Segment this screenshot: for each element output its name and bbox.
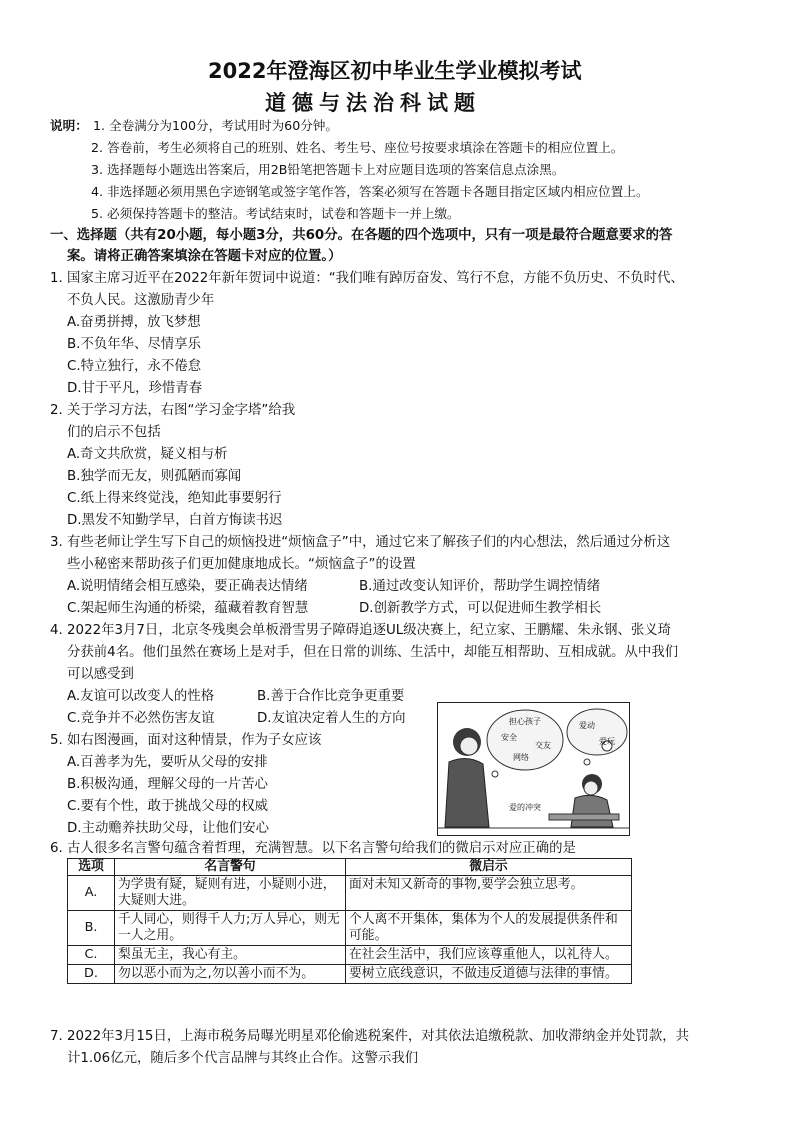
- table-cell-insight: 在社会生活中，我们应该尊重他人，以礼待人。: [346, 946, 632, 965]
- option: A.百善孝为先，要听从父母的安排: [67, 755, 268, 770]
- table-header: 微启示: [346, 859, 632, 876]
- exam-title: 2022年澄海区初中毕业生学业模拟考试: [208, 59, 582, 83]
- table-cell-insight: 面对未知又新奇的事物,要学会独立思考。: [346, 876, 632, 911]
- option: C.架起师生沟通的桥梁，蕴藏着教育智慧: [67, 601, 309, 616]
- instruction-item: 4. 非选择题必须用黑色字迹钢笔或签字笔作答，答案必须写在答题卡各题目指定区域内相应位置上。: [91, 184, 649, 199]
- option: C.特立独行，永不倦怠: [67, 359, 202, 374]
- table-row: [68, 911, 632, 946]
- option: A.说明情绪会相互感染，要正确表达情绪: [67, 579, 308, 594]
- instruction-item: 2. 答卷前，考生必须将自己的班别、姓名、考生号、座位号按要求填涂在答题卡的相应位置上。: [91, 140, 624, 155]
- question-4-cont: 分获前4名。他们虽然在赛场上是对手，但在日常的训练、生活中，却能互相帮助、互相成就。从中我们: [67, 645, 679, 660]
- bubble-text: 网络: [513, 753, 529, 762]
- table-cell-option: B.: [68, 911, 115, 946]
- option: A.奋勇拼搏，放飞梦想: [67, 315, 201, 330]
- question-3: 3. 有些老师让学生写下自己的烦恼投进“烦恼盒子”中，通过它来了解孩子们的内心想法，然后通过分析这: [50, 535, 671, 550]
- option: A.奇文共欣赏，疑义相与析: [67, 447, 228, 462]
- question-1: 1. 国家主席习近平在2022年新年贺词中说道：“我们唯有踔厉奋发、笃行不怠，方能不负历史、不负时代、: [50, 271, 684, 286]
- question-7: 7. 2022年3月15日，上海市税务局曝光明星邓伦偷逃税案件，对其依法追缴税款、加收滞纳金并处罚款，共: [50, 1029, 690, 1044]
- instruction-item: 5. 必须保持答题卡的整洁。考试结束时，试卷和答题卡一并上缴。: [91, 206, 460, 221]
- cartoon-caption: 爱的冲突: [509, 803, 541, 812]
- instruction-item: 3. 选择题每小题选出答案后，用2B铅笔把答题卡上对应题目选项的答案信息点涂黑。: [91, 162, 565, 177]
- section-heading-cont: 案。请将正确答案填涂在答题卡对应的位置。）: [67, 249, 342, 264]
- option: D.创新教学方式，可以促进师生教学相长: [359, 601, 602, 616]
- table-cell-maxim: 勿以恶小而为之,勿以善小而不为。: [115, 965, 346, 984]
- question-2: 2. 关于学习方法，右图“学习金字塔”给我: [50, 403, 296, 418]
- table-cell-maxim: 千人同心，则得千人力;万人异心，则无一人之用。: [115, 911, 346, 946]
- question-5: 5. 如右图漫画，面对这种情景，作为子女应该: [50, 733, 322, 748]
- question-7-cont: 计1.06亿元，随后多个代言品牌与其终止合作。这警示我们: [67, 1051, 419, 1066]
- option: B.不负年华、尽情享乐: [67, 337, 201, 352]
- table-header: 名言警句: [115, 859, 346, 876]
- table-cell-maxim: 为学贵有疑，疑则有进，小疑则小进，大疑则大进。: [115, 876, 346, 911]
- bubble-text: 担心孩子: [509, 717, 541, 726]
- option: B.积极沟通，理解父母的一片苦心: [67, 777, 268, 792]
- option: D.友谊决定着人生的方向: [257, 711, 406, 726]
- instruction-item: 1. 全卷满分为100分，考试用时为60分钟。: [93, 118, 338, 133]
- table-row: [68, 876, 632, 911]
- maxims-table: [67, 858, 632, 984]
- bubble-text: 交友: [535, 741, 551, 750]
- table-row: [68, 965, 632, 984]
- option: B.善于合作比竞争更重要: [257, 689, 405, 704]
- option: A.友谊可以改变人的性格: [67, 689, 215, 704]
- question-4: 4. 2022年3月7日，北京冬残奥会单板滑雪男子障碍追逐UL级决赛上，纪立家、王鹏耀、朱永钢、张义琦: [50, 623, 672, 638]
- table-cell-option: A.: [68, 876, 115, 911]
- bubble-text: 爱动: [579, 721, 595, 730]
- option: B.通过改变认知评价，帮助学生调控情绪: [359, 579, 601, 594]
- option: B.独学而无友，则孤陋而寡闻: [67, 469, 242, 484]
- table-row: [68, 946, 632, 965]
- option: C.竞争并不必然伤害友谊: [67, 711, 215, 726]
- cartoon-illustration: [437, 702, 630, 836]
- question-1-cont: 不负人民。这激励青少年: [67, 293, 215, 308]
- option: D.主动赡养扶助父母，让他们安心: [67, 821, 270, 836]
- option: D.甘于平凡，珍惜青春: [67, 381, 203, 396]
- question-6: 6. 古人很多名言警句蕴含着哲理，充满智慧。以下名言警句给我们的微启示对应正确的是: [50, 841, 576, 856]
- table-cell-option: C.: [68, 946, 115, 965]
- question-4-cont: 可以感受到: [67, 667, 134, 682]
- table-cell-option: D.: [68, 965, 115, 984]
- option: D.黑发不知勤学早，白首方悔读书迟: [67, 513, 283, 528]
- instructions-label: 说明：: [50, 118, 88, 133]
- table-cell-maxim: 梨虽无主，我心有主。: [115, 946, 346, 965]
- table-cell-insight: 要树立底线意识，不做违反道德与法律的事情。: [346, 965, 632, 984]
- bubble-text: 安全: [501, 733, 517, 742]
- exam-subtitle: 道德与法治科试题: [265, 91, 481, 115]
- bubble-text: 爱玩: [599, 737, 615, 746]
- option: C.要有个性，敢于挑战父母的权威: [67, 799, 269, 814]
- table-cell-insight: 个人离不开集体，集体为个人的发展提供条件和可能。: [346, 911, 632, 946]
- question-2-cont: 们的启示不包括: [67, 425, 161, 440]
- option: C.纸上得来终觉浅，绝知此事要躬行: [67, 491, 282, 506]
- question-3-cont: 些小秘密来帮助孩子们更加健康地成长。“烦恼盒子”的设置: [67, 557, 416, 572]
- table-header: 选项: [68, 859, 115, 876]
- section-heading: 一、选择题（共有20小题，每小题3分，共60分。在各题的四个选项中，只有一项是最符合题意要求的答: [50, 228, 673, 243]
